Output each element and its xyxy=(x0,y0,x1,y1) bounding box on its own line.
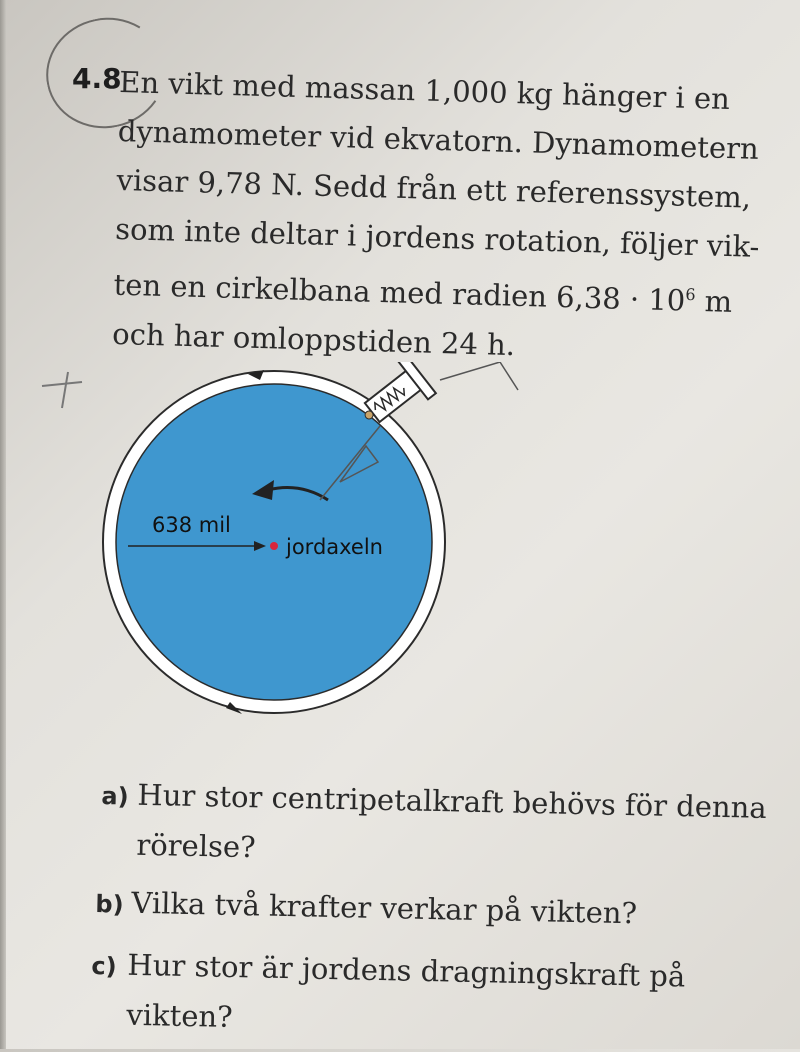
earth-axis-dot xyxy=(270,542,278,550)
problem-number: 4.8 xyxy=(72,62,122,95)
problem-text xyxy=(112,58,785,377)
problem-text-line: som inte deltar i jordens rotation, följer vik- xyxy=(114,211,760,264)
question-letter: b) xyxy=(95,889,124,919)
unit: m xyxy=(694,283,733,319)
question-text: Vilka två krafter verkar på vikten? xyxy=(131,885,638,931)
problem-text-line: En vikt med massan 1,000 kg hänger i en xyxy=(118,64,731,117)
problem-text-line: visar 9,78 N. Sedd från ett referenssystem, xyxy=(116,162,752,215)
question-letter: c) xyxy=(91,951,117,981)
question-b xyxy=(95,878,776,942)
question-a xyxy=(100,770,782,882)
radius-label: 638 mil xyxy=(152,513,231,537)
problem-text-line: och har omloppstiden 24 h. xyxy=(111,316,516,362)
question-text: Hur stor är jordens dragningskraft på xyxy=(127,947,686,994)
axis-label: jordaxeln xyxy=(286,535,383,559)
question-letter: a) xyxy=(101,781,129,811)
radius-text: ten en cirkelbana med radien 6,38 · 10 xyxy=(113,267,686,318)
question-text: Hur stor centripetalkraft behövs för denna xyxy=(137,777,767,825)
question-c xyxy=(90,940,772,1052)
problem-text-line: dynamometer vid ekvatorn. Dynamometern xyxy=(117,113,760,166)
pencil-plus-mark xyxy=(42,372,82,408)
page-edge xyxy=(0,0,6,1049)
earth-figure xyxy=(30,362,550,722)
question-text: rörelse? xyxy=(136,827,256,865)
question-text: vikten? xyxy=(126,997,234,1034)
exponent: 6 xyxy=(685,284,696,305)
